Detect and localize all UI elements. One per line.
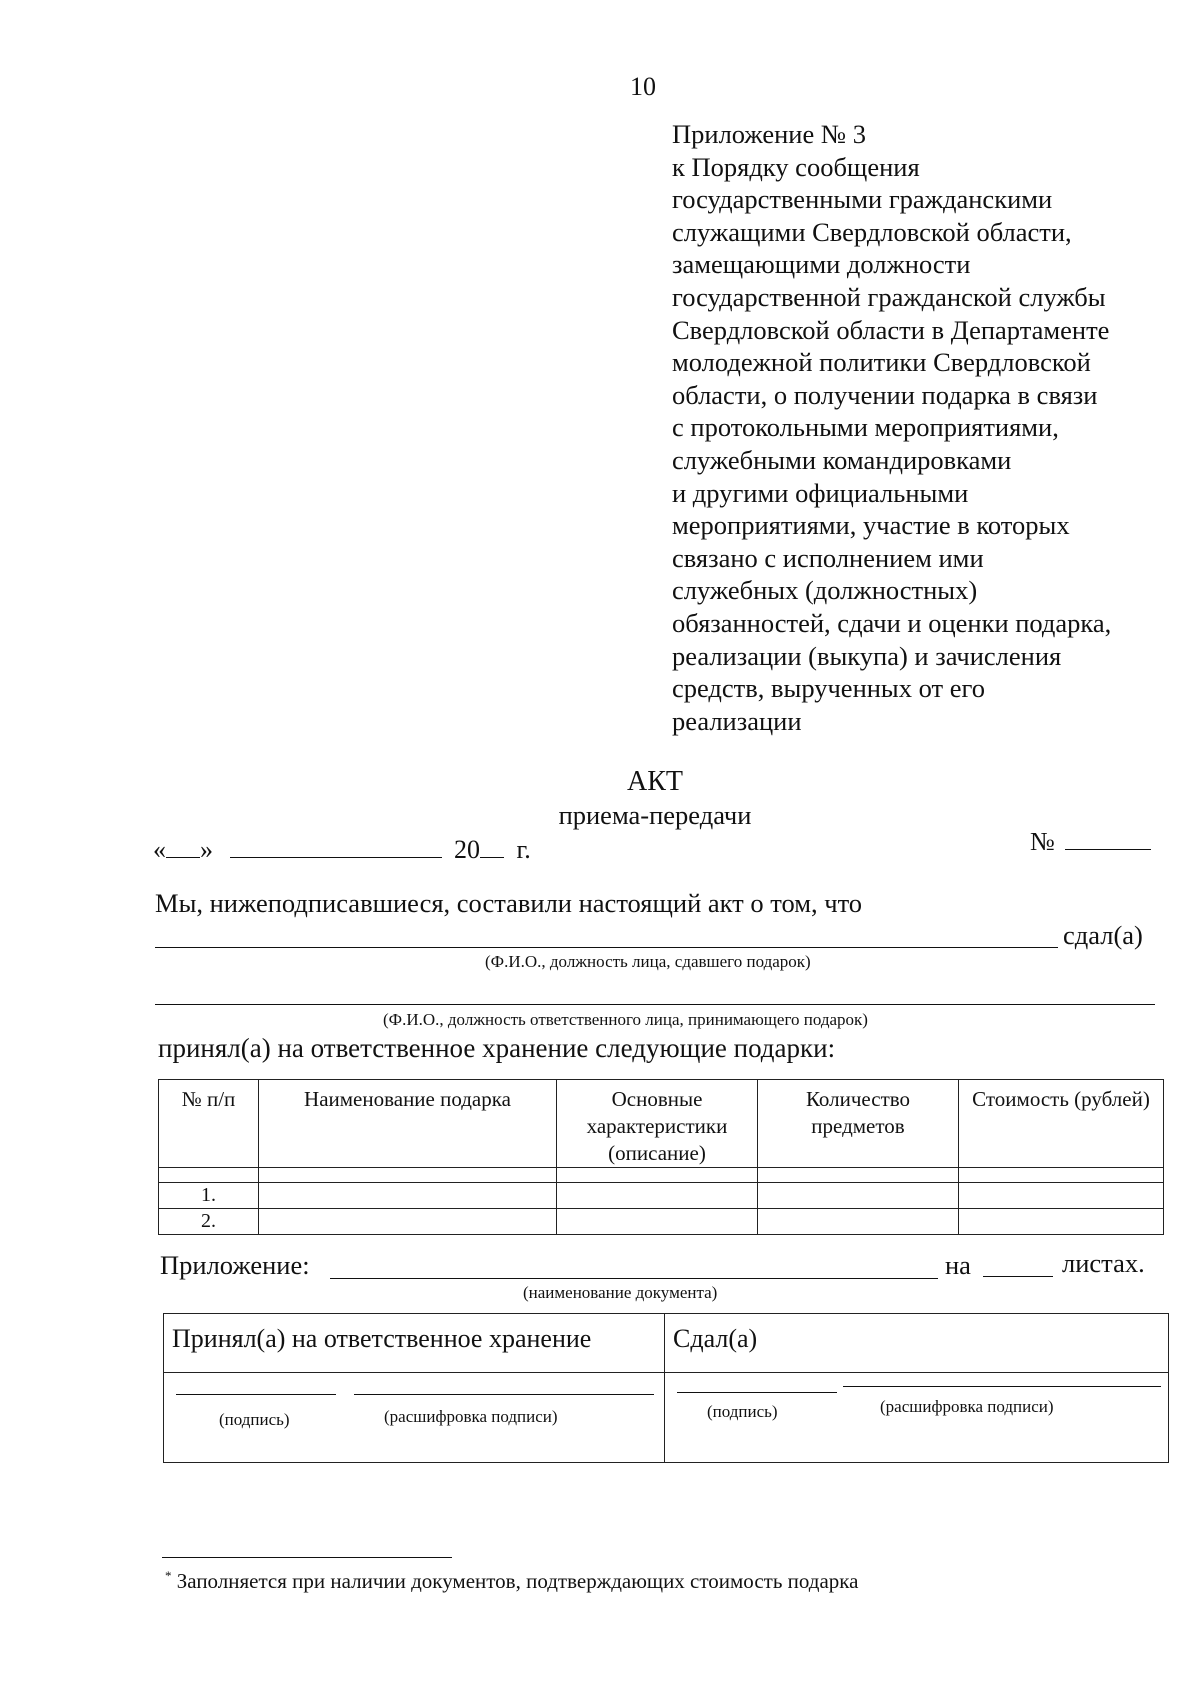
act-number-field[interactable] <box>1030 827 1151 857</box>
year-prefix: 20 <box>454 835 480 864</box>
footnote-mark: * <box>165 1568 172 1583</box>
appendix-line: служебными командировками <box>672 444 1012 475</box>
cell-cost[interactable] <box>959 1183 1164 1209</box>
giver-decoding-line[interactable] <box>843 1386 1161 1387</box>
attachment-name-line[interactable] <box>330 1278 938 1279</box>
gifts-table <box>158 1079 1164 1235</box>
appendix-line: реализации (выкупа) и зачисления <box>672 640 1062 671</box>
giver-caption: (Ф.И.О., должность лица, сдавшего подарок) <box>485 952 811 971</box>
handed-over-label: сдал(а) <box>1063 920 1143 950</box>
sheets-label: листах. <box>1062 1248 1145 1278</box>
appendix-line: молодежной политики Свердловской <box>672 347 1091 378</box>
cell-gift-name[interactable] <box>259 1183 557 1209</box>
header-gift-name: Наименование подарка <box>259 1080 557 1168</box>
act-title: АКТ <box>627 766 683 797</box>
number-label: № <box>1030 827 1055 856</box>
appendix-line: реализации <box>672 705 802 736</box>
appendix-line: государственными гражданскими <box>672 184 1053 215</box>
month-blank[interactable] <box>230 857 442 858</box>
appendix-line: служащими Свердловской области, <box>672 216 1072 247</box>
date-close-quote: » <box>200 835 213 864</box>
appendix-line: мероприятиями, участие в которых <box>672 510 1070 541</box>
intro-text: Мы, нижеподписавшиеся, составили настоящий акт о том, что <box>155 888 863 918</box>
year-suffix: г. <box>516 835 531 864</box>
appendix-block <box>672 118 1172 737</box>
receiver-caption: (Ф.И.О., должность ответственного лица, принимающего подарок) <box>383 1010 868 1029</box>
act-subtitle: приема-передачи <box>558 800 752 830</box>
cell-quantity[interactable] <box>758 1209 959 1235</box>
year-blank[interactable] <box>480 857 504 858</box>
cell-characteristics[interactable] <box>557 1209 758 1235</box>
giver-signature-block <box>665 1314 1169 1463</box>
day-blank[interactable] <box>166 857 200 858</box>
receiver-sign-title: Принял(а) на ответственное хранение <box>172 1324 592 1353</box>
appendix-line: обязанностей, сдачи и оценки подарка, <box>672 607 1112 638</box>
appendix-line: служебных (должностных) <box>672 575 978 606</box>
header-quantity: Количество предметов <box>758 1080 959 1168</box>
cell-quantity[interactable] <box>758 1183 959 1209</box>
attachment-label: Приложение: <box>160 1250 310 1280</box>
table-row <box>159 1209 1164 1235</box>
appendix-line: замещающими должности <box>672 249 971 280</box>
receiver-decoding-line[interactable] <box>354 1394 654 1395</box>
signature-table <box>163 1313 1169 1463</box>
giver-line[interactable] <box>155 947 1058 948</box>
attachment-caption: (наименование документа) <box>523 1283 718 1302</box>
table-row <box>159 1183 1164 1209</box>
appendix-line: и другими официальными <box>672 477 969 508</box>
sheet-count-line[interactable] <box>983 1276 1053 1277</box>
table-header-row <box>159 1080 1164 1168</box>
giver-decoding-caption: (расшифровка подписи) <box>880 1397 1054 1416</box>
act-date-field[interactable] <box>153 835 531 865</box>
row-number: 2. <box>159 1209 259 1235</box>
receiver-line[interactable] <box>155 1004 1155 1005</box>
appendix-line: государственной гражданской службы <box>672 281 1106 312</box>
header-number: № п/п <box>159 1080 259 1168</box>
appendix-line: с протокольными мероприятиями, <box>672 412 1059 443</box>
receiver-signature-block <box>164 1314 665 1463</box>
header-characteristics: Основные характеристики (описание) <box>557 1080 758 1168</box>
giver-sign-title: Сдал(а) <box>673 1324 758 1353</box>
date-open-quote: « <box>153 835 166 864</box>
accepted-text: принял(а) на ответственное хранение следующие подарки: <box>158 1033 836 1063</box>
cell-cost[interactable] <box>959 1209 1164 1235</box>
footnote-text: Заполняется при наличии документов, подтверждающих стоимость подарка <box>176 1569 859 1593</box>
appendix-line: области, о получении подарка в связи <box>672 379 1098 410</box>
header-cost: Стоимость (рублей) <box>959 1080 1164 1168</box>
appendix-line: средств, вырученных от его <box>672 673 985 704</box>
table-spacer-row <box>159 1168 1164 1183</box>
appendix-line: Приложение № 3 <box>672 119 867 149</box>
giver-signature-caption: (подпись) <box>707 1402 778 1421</box>
receiver-signature-line[interactable] <box>176 1394 336 1395</box>
giver-signature-line[interactable] <box>677 1392 837 1393</box>
footnote-separator <box>162 1557 452 1558</box>
row-number: 1. <box>159 1183 259 1209</box>
attachment-on-label: на <box>945 1250 971 1280</box>
receiver-signature-caption: (подпись) <box>219 1410 290 1429</box>
appendix-line: связано с исполнением ими <box>672 542 984 573</box>
cell-characteristics[interactable] <box>557 1183 758 1209</box>
receiver-decoding-caption: (расшифровка подписи) <box>384 1407 558 1426</box>
cell-gift-name[interactable] <box>259 1209 557 1235</box>
appendix-line: к Порядку сообщения <box>672 151 920 182</box>
footnote <box>165 1568 859 1594</box>
number-blank[interactable] <box>1065 849 1151 850</box>
page-number: 10 <box>630 72 656 101</box>
appendix-line: Свердловской области в Департаменте <box>672 314 1110 345</box>
